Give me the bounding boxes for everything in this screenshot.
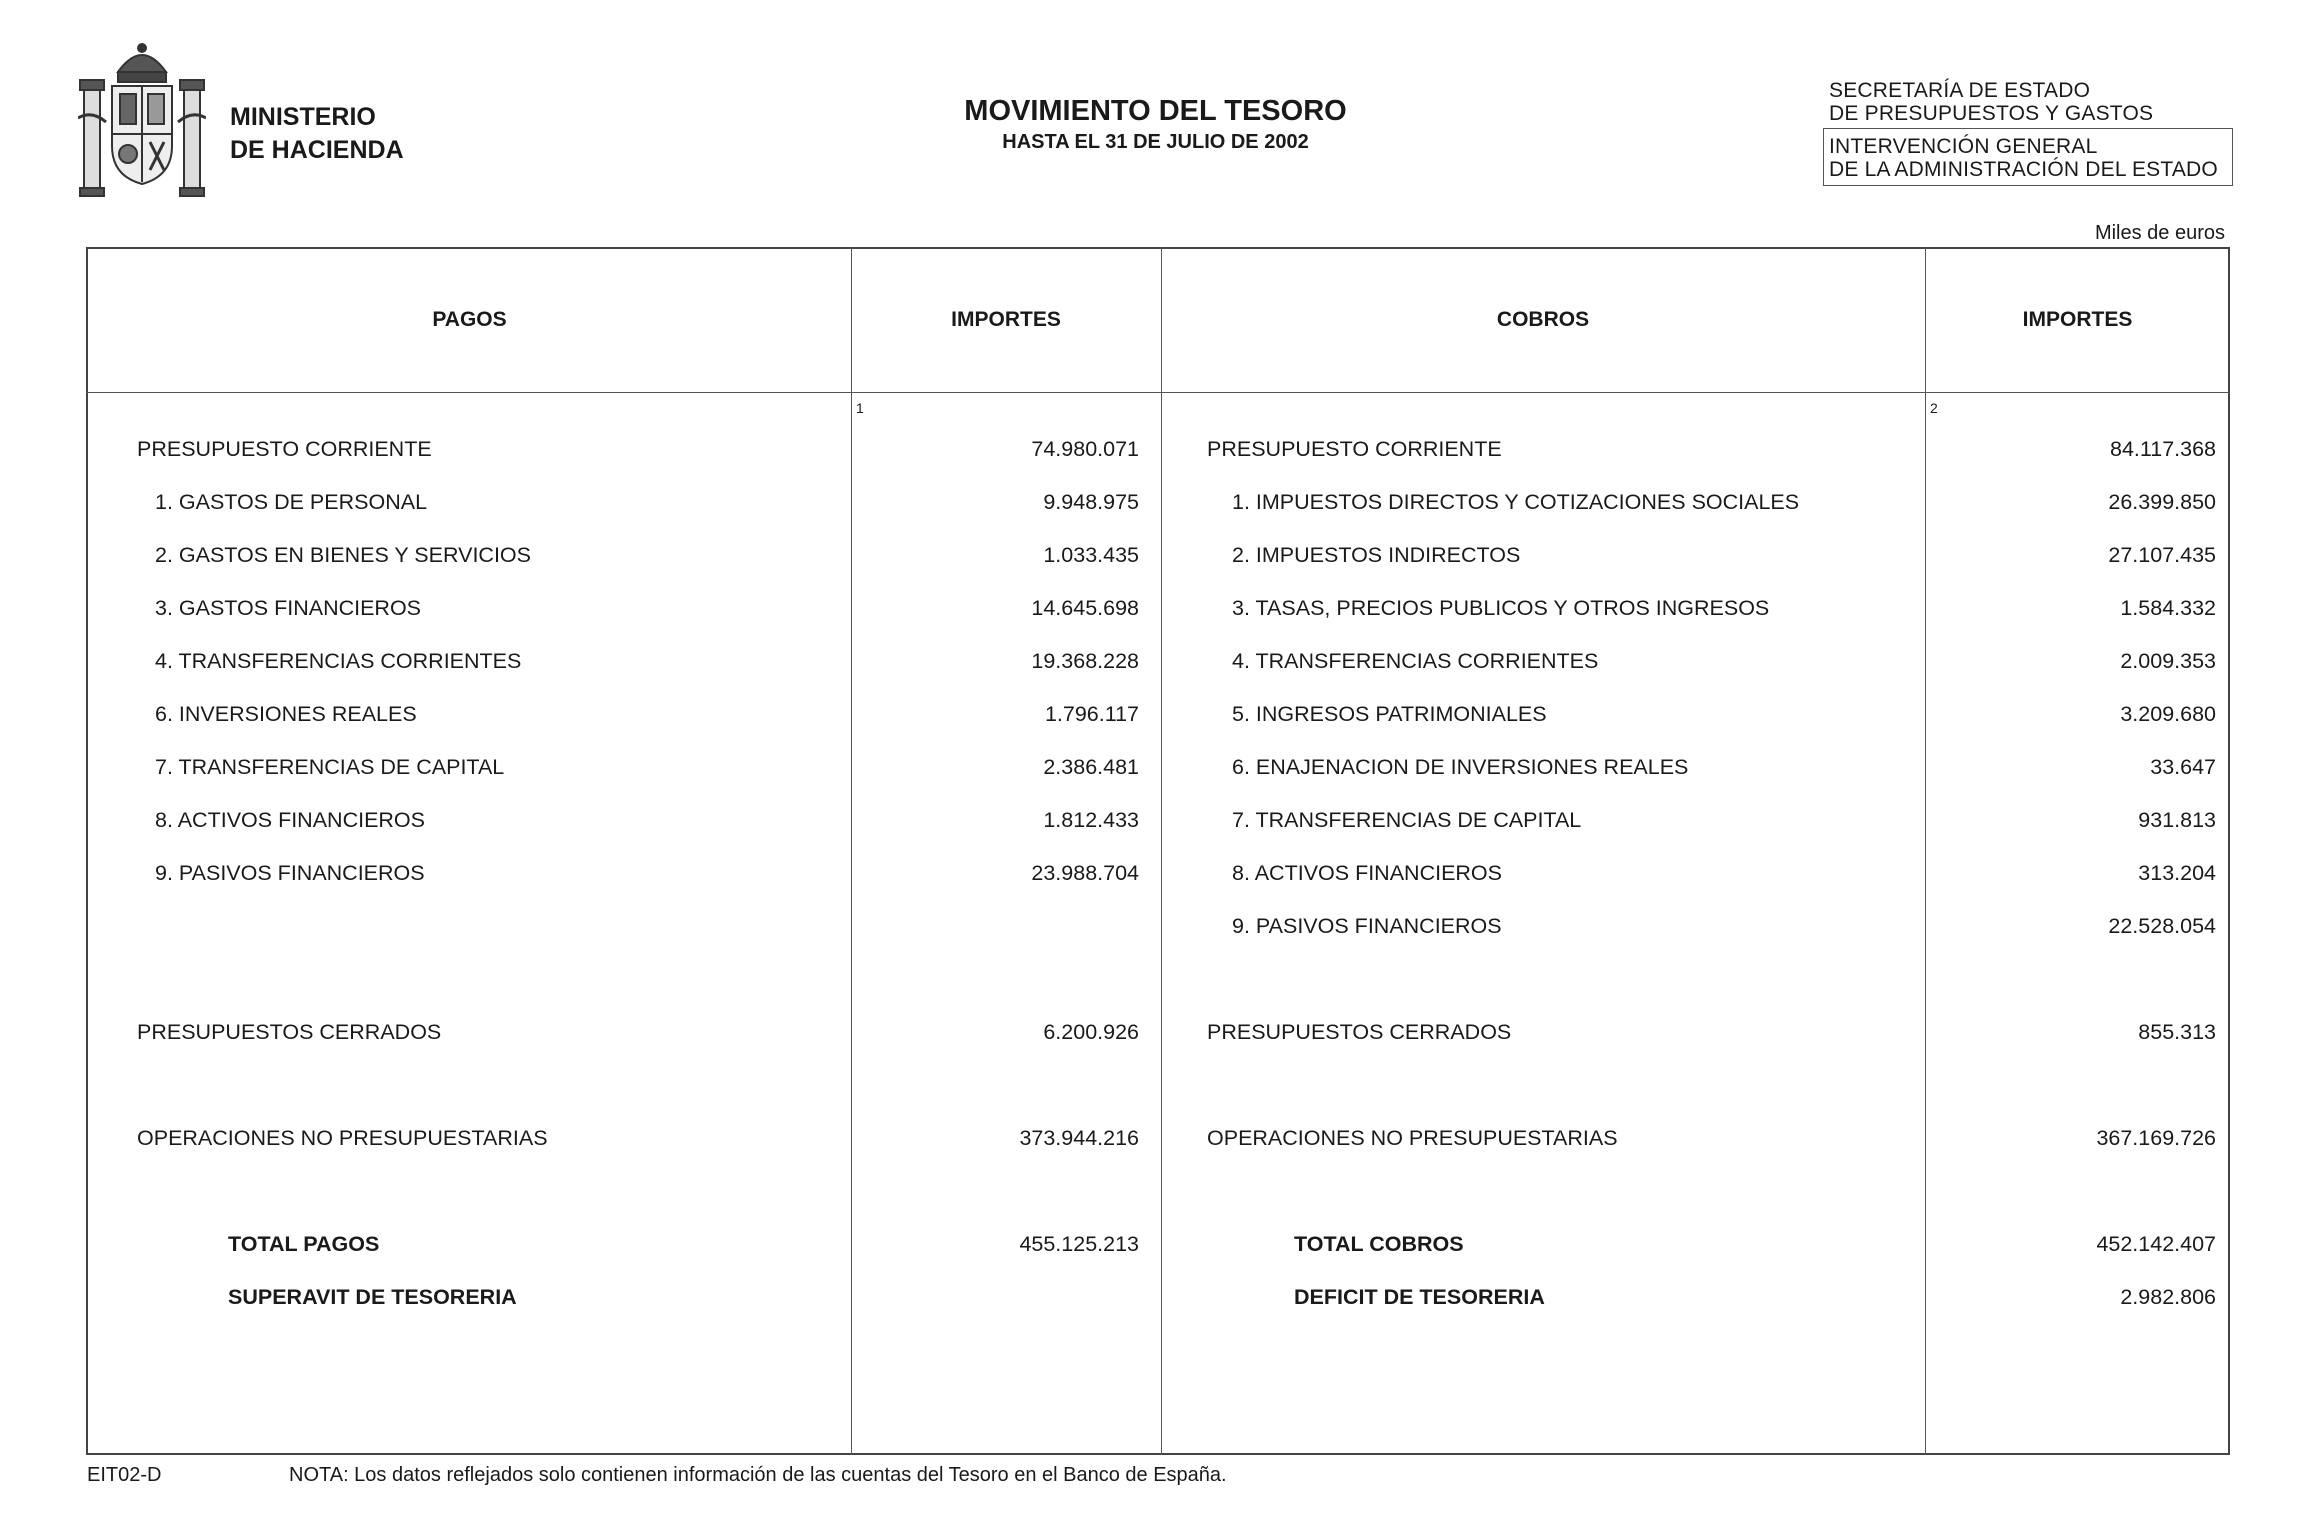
cobros-row-value: 22.528.054 bbox=[2108, 914, 2216, 938]
secretaria-line1: SECRETARÍA DE ESTADO bbox=[1829, 79, 2091, 102]
cobros-row-label: 9. PASIVOS FINANCIEROS bbox=[1232, 914, 1502, 938]
intervencion-line1: INTERVENCIÓN GENERAL bbox=[1829, 135, 2098, 158]
total-pagos-label: TOTAL PAGOS bbox=[228, 1232, 380, 1256]
cobros-row-value: 855.313 bbox=[2138, 1020, 2216, 1044]
cobros-row-label: 3. TASAS, PRECIOS PUBLICOS Y OTROS INGRESOS bbox=[1232, 596, 1770, 620]
cobros-row-label: 6. ENAJENACION DE INVERSIONES REALES bbox=[1232, 755, 1689, 779]
cobros-row-value: 26.399.850 bbox=[2108, 490, 2216, 514]
total-cobros-value: 452.142.407 bbox=[2096, 1232, 2216, 1256]
column-header-importes-cobros: IMPORTES bbox=[2022, 308, 2133, 331]
ministry-name-line1: MINISTERIO bbox=[230, 103, 376, 131]
page-subtitle: HASTA EL 31 DE JULIO DE 2002 bbox=[1002, 131, 1309, 153]
pagos-row-value: 2.386.481 bbox=[1043, 755, 1139, 779]
pagos-row-label: PRESUPUESTO CORRIENTE bbox=[137, 437, 432, 461]
total-pagos-value: 455.125.213 bbox=[1019, 1232, 1139, 1256]
cobros-row-label: 7. TRANSFERENCIAS DE CAPITAL bbox=[1232, 808, 1582, 832]
deficit-label: DEFICIT DE TESORERIA bbox=[1294, 1285, 1545, 1309]
pagos-row-value: 1.812.433 bbox=[1043, 808, 1139, 832]
cobros-row-label: 2. IMPUESTOS INDIRECTOS bbox=[1232, 543, 1521, 567]
cobros-row-value: 931.813 bbox=[2138, 808, 2216, 832]
pagos-row-label: 3. GASTOS FINANCIEROS bbox=[155, 596, 422, 620]
column-header-importes-pagos: IMPORTES bbox=[951, 308, 1061, 331]
pagos-row-value: 19.368.228 bbox=[1031, 649, 1139, 673]
cobros-row-value: 367.169.726 bbox=[2096, 1126, 2216, 1150]
pagos-row-label: 4. TRANSFERENCIAS CORRIENTES bbox=[155, 649, 522, 673]
pagos-row-label: PRESUPUESTOS CERRADOS bbox=[137, 1020, 442, 1044]
column-divider-2 bbox=[1161, 247, 1162, 1455]
page-title: MOVIMIENTO DEL TESORO bbox=[964, 95, 1347, 127]
column-divider-1 bbox=[851, 247, 852, 1455]
column-divider-3 bbox=[1925, 247, 1926, 1455]
pagos-row-label: 1. GASTOS DE PERSONAL bbox=[155, 490, 428, 514]
secretaria-line2: DE PRESUPUESTOS Y GASTOS bbox=[1829, 102, 2154, 125]
deficit-value: 2.982.806 bbox=[2120, 1285, 2216, 1309]
ministry-name-line2: DE HACIENDA bbox=[230, 136, 404, 164]
pagos-row-label: 7. TRANSFERENCIAS DE CAPITAL bbox=[155, 755, 505, 779]
cobros-row-value: 1.584.332 bbox=[2120, 596, 2216, 620]
intervencion-line2: DE LA ADMINISTRACIÓN DEL ESTADO bbox=[1829, 158, 2218, 181]
column-header-cobros: COBROS bbox=[1496, 308, 1590, 331]
pagos-row-value: 74.980.071 bbox=[1031, 437, 1139, 461]
superavit-label: SUPERAVIT DE TESORERIA bbox=[228, 1285, 517, 1309]
cobros-row-value: 2.009.353 bbox=[2120, 649, 2216, 673]
column-header-pagos: PAGOS bbox=[432, 308, 507, 331]
pagos-row-value: 9.948.975 bbox=[1043, 490, 1139, 514]
pagos-row-value: 373.944.216 bbox=[1019, 1126, 1139, 1150]
pagos-row-value: 14.645.698 bbox=[1031, 596, 1139, 620]
cobros-row-value: 27.107.435 bbox=[2108, 543, 2216, 567]
cobros-row-value: 84.117.368 bbox=[2109, 437, 2216, 461]
pagos-row-value: 1.033.435 bbox=[1043, 543, 1139, 567]
cobros-row-label: 4. TRANSFERENCIAS CORRIENTES bbox=[1232, 649, 1599, 673]
cobros-row-value: 3.209.680 bbox=[2120, 702, 2216, 726]
cobros-row-label: PRESUPUESTOS CERRADOS bbox=[1207, 1020, 1512, 1044]
cobros-row-label: OPERACIONES NO PRESUPUESTARIAS bbox=[1207, 1126, 1618, 1150]
units-label: Miles de euros bbox=[2094, 222, 2225, 244]
pagos-row-label: 8. ACTIVOS FINANCIEROS bbox=[155, 808, 425, 832]
cobros-row-label: 8. ACTIVOS FINANCIEROS bbox=[1232, 861, 1502, 885]
pagos-row-label: 6. INVERSIONES REALES bbox=[155, 702, 417, 726]
cobros-row-label: 1. IMPUESTOS DIRECTOS Y COTIZACIONES SOCIALES bbox=[1232, 490, 1800, 514]
pagos-row-value: 23.988.704 bbox=[1031, 861, 1139, 885]
pagos-row-label: 9. PASIVOS FINANCIEROS bbox=[155, 861, 425, 885]
pagos-row-value: 6.200.926 bbox=[1043, 1020, 1139, 1044]
document-code: EIT02-D bbox=[87, 1464, 162, 1486]
pagos-row-value: 1.796.117 bbox=[1044, 702, 1139, 726]
column-ref-2: 2 bbox=[1930, 400, 1938, 416]
column-ref-1: 1 bbox=[856, 400, 864, 416]
cobros-row-value: 33.647 bbox=[2150, 755, 2216, 779]
header-divider bbox=[86, 392, 2230, 393]
pagos-row-label: 2. GASTOS EN BIENES Y SERVICIOS bbox=[155, 543, 531, 567]
cobros-row-label: PRESUPUESTO CORRIENTE bbox=[1207, 437, 1502, 461]
cobros-row-value: 313.204 bbox=[2138, 861, 2216, 885]
treasury-table bbox=[86, 247, 2230, 1455]
cobros-row-label: 5. INGRESOS PATRIMONIALES bbox=[1232, 702, 1547, 726]
total-cobros-label: TOTAL COBROS bbox=[1294, 1232, 1464, 1256]
pagos-row-label: OPERACIONES NO PRESUPUESTARIAS bbox=[137, 1126, 548, 1150]
footer-note: NOTA: Los datos reflejados solo contienen información de las cuentas del Tesoro en el Banco de España. bbox=[289, 1464, 1227, 1486]
